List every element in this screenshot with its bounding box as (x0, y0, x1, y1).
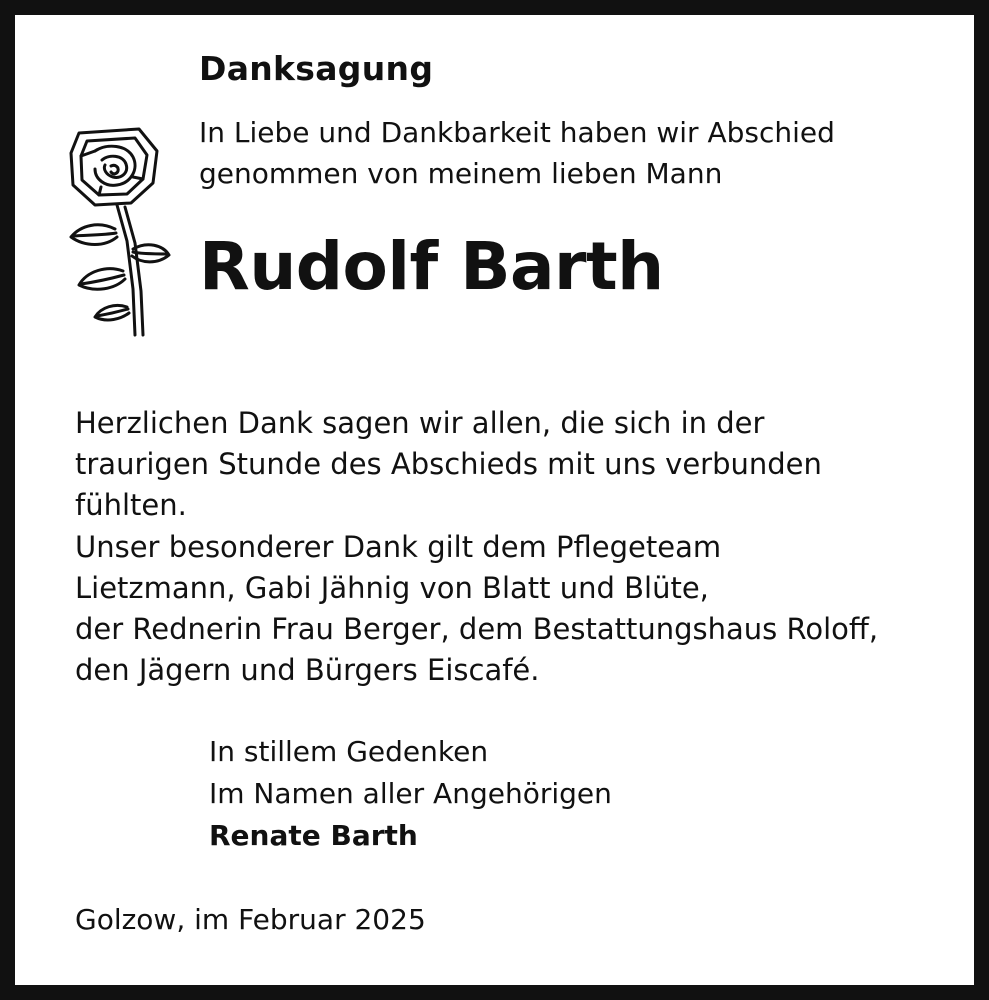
body-line: Lietzmann, Gabi Jähnig von Blatt und Blüte, (75, 570, 709, 605)
intro-line-1: In Liebe und Dankbarkeit haben wir Abschied (199, 116, 835, 150)
body-line: Unser besonderer Dank gilt dem Pflegeteam (75, 529, 722, 564)
body-line: traurigen Stunde des Abschieds mit uns verbunden (75, 447, 822, 482)
place-and-date: Golzow, im Februar 2025 (75, 903, 426, 937)
body-line: fühlten. (75, 488, 187, 523)
body-line: der Rednerin Frau Berger, dem Bestattungshaus Roloff, (75, 611, 879, 646)
closing-line: Im Namen aller Angehörigen (209, 777, 612, 811)
notice-header-block (61, 51, 928, 351)
ornament-column (61, 51, 191, 351)
header-text-column (191, 49, 928, 306)
deceased-name: Rudolf Barth (199, 228, 664, 306)
closing-block (61, 731, 928, 857)
closing-line: In stillem Gedenken (209, 735, 489, 769)
body-line: Herzlichen Dank sagen wir allen, die sich in der (75, 406, 765, 440)
intro-line-2: genommen von meinem lieben Mann (199, 156, 723, 190)
signature-name: Renate Barth (209, 819, 418, 853)
notice-body (61, 403, 928, 691)
notice-heading: Danksagung (199, 49, 434, 88)
body-line: den Jägern und Bürgers Eiscafé. (75, 653, 540, 688)
rose-icon (61, 121, 171, 351)
obituary-inner-frame (12, 12, 977, 988)
